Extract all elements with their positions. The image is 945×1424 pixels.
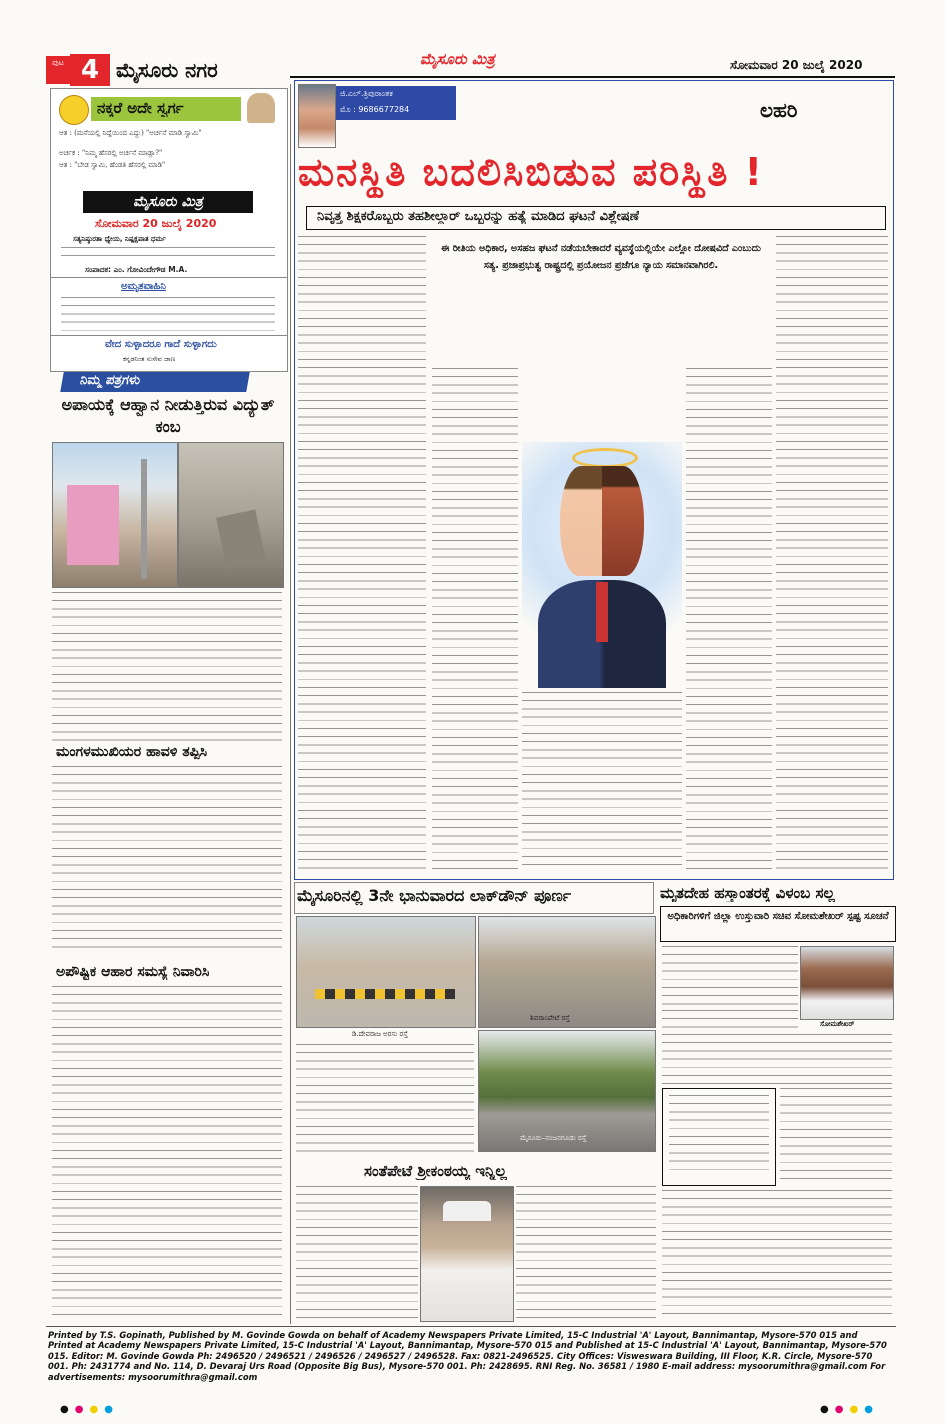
cap-shape bbox=[443, 1201, 491, 1221]
lahari-col-3 bbox=[686, 368, 772, 872]
lahari-col-1 bbox=[298, 236, 426, 872]
joke-box bbox=[50, 88, 288, 372]
masthead-date: ಸೋಮವಾರ 20 ಜುಲೈ 2020 bbox=[730, 58, 863, 72]
minister-photo bbox=[800, 946, 894, 1020]
face-angel-half bbox=[560, 466, 602, 576]
handover-quote-box bbox=[662, 1088, 776, 1186]
paper-date-line: ಸೋಮವಾರ 20 ಜುಲೈ 2020 bbox=[95, 217, 217, 230]
two-faced-illustration bbox=[522, 442, 682, 688]
amrutavahini-title: ಅಮೃತವಾಹಿನಿ bbox=[121, 281, 166, 292]
handover-body-2 bbox=[662, 1010, 798, 1030]
paper-logo-text: ಮೈಸೂರು ಮಿತ್ರ bbox=[133, 194, 203, 210]
masthead-logo: ಮೈಸೂರು ಮಿತ್ರ bbox=[420, 50, 495, 68]
obituary-body-1 bbox=[296, 1186, 418, 1320]
joke-line-2: ಅರ್ಚಕ : "ನಿಮ್ಮ ಹೆಸರಲ್ಲಿ ಅರ್ಚನೆ ಮಾಡ್ಲಾ?" bbox=[59, 149, 163, 157]
page-label-box bbox=[46, 56, 70, 84]
left-column-divider bbox=[290, 84, 291, 1324]
obituary-body-2 bbox=[516, 1186, 656, 1320]
registration-dots-left: ●●●● bbox=[60, 1404, 119, 1415]
letter-3-body bbox=[52, 986, 282, 1320]
letters-banner bbox=[60, 372, 250, 392]
lahari-pull-quote-box bbox=[432, 234, 770, 366]
laughing-face-icon bbox=[59, 95, 89, 125]
handover-headline: ಮೃತದೇಹ ಹಸ್ತಾಂತರಕ್ಕೆ ವಿಳಂಬ ಸಲ್ಲ bbox=[660, 884, 835, 902]
obituary-photo bbox=[420, 1186, 514, 1322]
paper-tagline-lines bbox=[61, 247, 275, 263]
tie-shape bbox=[596, 582, 608, 642]
joke-divider bbox=[51, 277, 287, 278]
joke-title-bar bbox=[91, 97, 241, 121]
letters-headline: ಅಪಾಯಕ್ಕೆ ಆಹ್ವಾನ ನೀಡುತ್ತಿರುವ ವಿದ್ಯುತ್ ಕಂಬ bbox=[61, 395, 275, 436]
lockdown-body-1 bbox=[296, 1044, 474, 1154]
lahari-col-2b bbox=[522, 692, 682, 872]
page-number: 4 bbox=[70, 54, 110, 86]
lockdown-photo-1 bbox=[296, 916, 476, 1028]
amrutavahini-divider bbox=[51, 335, 287, 336]
electric-pole-photo-2 bbox=[178, 442, 284, 588]
proverb-sub: ಕನ್ನಡನಿಂತ ಸುಸೇವ ಜಾಣ bbox=[123, 355, 176, 363]
pink-house bbox=[67, 485, 119, 565]
letter-2-body bbox=[52, 766, 282, 952]
amrutavahini-text bbox=[61, 297, 275, 331]
letter-1-body bbox=[52, 592, 282, 744]
lahari-pull-quote: ಈ ರೀತಿಯ ಅಧಿಕಾರ, ಅಸಹಜ ಘಟನೆ ನಡೆಯಬೇಕಾದರೆ ವ್ಯವಸ್ಥೆಯಲ್ಲಿಯೇ ಎಲ್ಲೋ ದೋಷವಿದೆ ಎಂಬುದು ಸತ್ಯ. ಪ್ರಜಾಪ್ರಭುತ್ವ ರಾಷ್ಟ್ರದಲ್ಲಿ ಪ್ರಯೋಜನ ಪ್ರಜೆಗೂ ನ್ಯಾಯ ಸಮಾನವಾಗಿರಲಿ. bbox=[441, 243, 761, 271]
handover-body-4 bbox=[780, 1088, 892, 1184]
lahari-col-4 bbox=[776, 236, 888, 872]
lockdown-caption-2: ಶಿವರಾಂಪೇಟೆ ರಸ್ತೆ bbox=[530, 1014, 570, 1022]
imprint-rule bbox=[46, 1326, 896, 1327]
letters-banner-text: ನಿಮ್ಮ ಪತ್ರಗಳು bbox=[78, 373, 142, 388]
electric-pole-photo-1 bbox=[52, 442, 178, 588]
author-photo bbox=[298, 84, 336, 148]
pole-base-shape bbox=[216, 509, 266, 568]
halo-shape bbox=[572, 448, 638, 468]
lahari-subhead: ನಿವೃತ್ತ ಶಿಕ್ಷಕರೊಬ್ಬರು ತಹಶೀಲ್ದಾರ್ ಒಬ್ಬರನ್ನು ಹತ್ಯೆ ಮಾಡಿದ ಘಟನೆ ವಿಶ್ಲೇಷಣೆ bbox=[317, 209, 640, 224]
lahari-col-2 bbox=[432, 368, 518, 872]
joke-line-1: ಆತ : (ಮನೆಯಲ್ಲಿ ನಿದ್ದೆಯಿಂದ ಎದ್ದು) "ಅರ್ಚನೆ ಮಾಡಿ ಸ್ವಾಮಿ" bbox=[59, 129, 202, 137]
joke-title: ನಕ್ಕರೆ ಅದೇ ಸ್ವರ್ಗ bbox=[97, 99, 184, 117]
cartoon-figure-icon bbox=[247, 93, 275, 123]
lockdown-headline: ಮೈಸೂರಿನಲ್ಲಿ 3ನೇ ಭಾನುವಾರದ ಲಾಕ್‌ಡೌನ್ ಪೂರ್ಣ bbox=[297, 886, 571, 905]
lahari-subhead-bar bbox=[306, 206, 886, 230]
imprint-text: Printed by T.S. Gopinath, Published by M. Govinde Gowda on behalf of Academy Newspapers Private Limited, 15-C Industrial 'A' Layout, Bannimantap, Mysore-570 015 and Printed at Academy Newspapers Private Limited, 15-C Industrial 'A' Layout, Bannimantap, Mysore-570 015 and Published at 15-C Industrial 'A' Layout, Bannimantap, Mysore-570 015. Editor: M. Govinde Gowda Ph: 2496520 / 2496521 / 2496526 / 2496527 / 2496528. Fax: 0821-2496525. City Offices: Visweswara Building, III Floor, K.R. Circle, Mysore-570 001. Ph: 2431774 and No. 114, D. Devaraj Urs Road (Opposite Big Bus), Mysore-570 001. Ph: 2428695. RNI Reg. No. 36581 / 1980 E-mail address: mysoorumithra@gmail.com For advertisements: mysoorumithra@gmail.com bbox=[48, 1330, 887, 1382]
section-title: ಮೈಸೂರು ನಗರ bbox=[116, 58, 218, 82]
lockdown-caption-3: ಮೈಸೂರು–ನಂಜನಗೂಡು ರಸ್ತೆ bbox=[520, 1134, 587, 1142]
handover-body-5 bbox=[662, 1190, 892, 1320]
paper-editor: ಸಂಪಾದಕ: ಎಂ. ಗೋವಿಂದೇಗೌಡ M.A. bbox=[85, 265, 188, 274]
paper-slogan: ಸತ್ಯನಿಷ್ಠುರತಾ ಧ್ಯೇಯ, ನಿಷ್ಪಕ್ಷಪಾತ ಧರ್ಮ bbox=[73, 235, 166, 243]
obituary-headline: ಸಂತೆಪೇಟೆ ಶ್ರೀಕಂಠಯ್ಯ ಇನ್ನಿಲ್ಲ bbox=[364, 1162, 507, 1180]
author-bar bbox=[336, 86, 456, 120]
face-devil-half bbox=[602, 466, 644, 576]
handover-subhead: ಅಧಿಕಾರಿಗಳಿಗೆ ಜಿಲ್ಲಾ ಉಸ್ತುವಾರಿ ಸಚಿವ ಸೋಮಶೇಖರ್ ಸ್ಪಷ್ಟ ಸೂಚನೆ bbox=[667, 911, 889, 922]
lahari-headline: ಮನಸ್ಥಿತಿ ಬದಲಿಸಿಬಿಡುವ ಪರಿಸ್ಥಿತಿ ! bbox=[298, 150, 764, 194]
lockdown-headline-bar bbox=[294, 882, 654, 914]
barricade-shape bbox=[315, 989, 455, 999]
column-name: ಲಹರಿ bbox=[760, 98, 798, 122]
author-phone: ಮೊ : 9686677284 bbox=[340, 105, 410, 114]
handover-subhead-bar bbox=[660, 906, 896, 942]
joke-line-3: ಆತ : "ಬೇಡ ಸ್ವಾಮಿ, ಹೆಂಡತಿ ಹೆಸರಲ್ಲಿ ಮಾಡಿ" bbox=[59, 161, 166, 169]
handover-quote-text bbox=[669, 1095, 769, 1175]
registration-dots-right: ●●●● bbox=[820, 1404, 879, 1415]
author-name: ಜಿ.ಎಲ್.ತ್ರಿಪುರಾಂತಕ bbox=[340, 89, 393, 98]
letter-2-title: ಮಂಗಳಮುಖಿಯರ ಹಾವಳಿ ತಪ್ಪಿಸಿ bbox=[56, 744, 208, 760]
lockdown-photo-2 bbox=[478, 916, 656, 1028]
masthead-rule bbox=[290, 76, 895, 78]
proverb-title: ವೇದ ಸುಳ್ಳಾದರೂ ಗಾದೆ ಸುಳ್ಳಾಗದು bbox=[105, 339, 217, 350]
page-label: ಪುಟ bbox=[52, 58, 64, 67]
pole-shape bbox=[141, 459, 147, 579]
paper-logo-box bbox=[83, 191, 253, 213]
letter-3-title: ಅಪೌಷ್ಟಿಕ ಆಹಾರ ಸಮಸ್ಯೆ ನಿವಾರಿಸಿ bbox=[56, 964, 210, 980]
handover-body-3 bbox=[662, 1034, 892, 1084]
minister-caption: ಸೋಮಶೇಖರ್ bbox=[820, 1020, 855, 1028]
lockdown-caption-1: ಡಿ.ದೇವರಾಜ ಅರಸು ರಸ್ತೆ bbox=[352, 1030, 408, 1038]
handover-body-1 bbox=[662, 946, 798, 1006]
